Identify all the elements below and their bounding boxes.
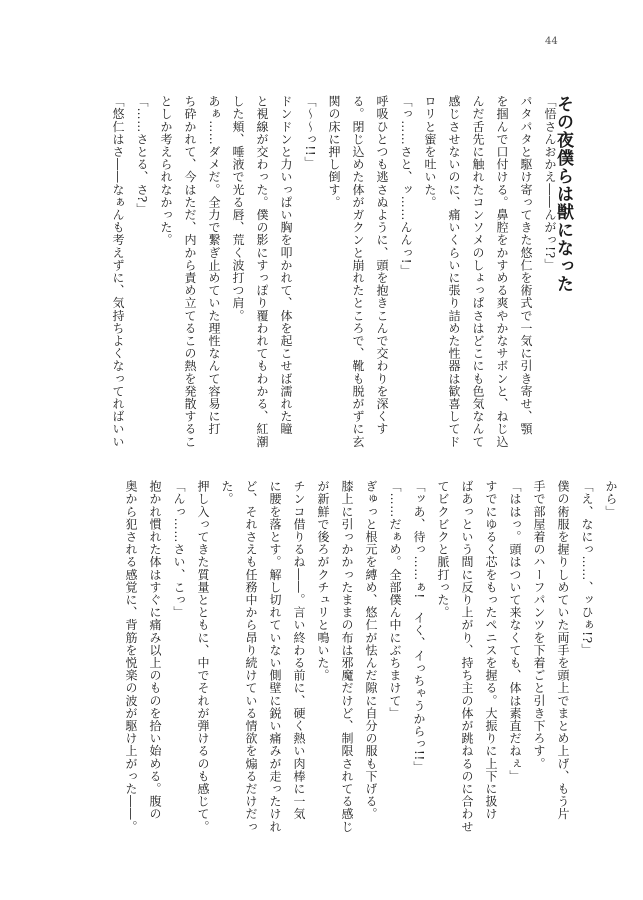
- text-line: た。: [220, 480, 234, 506]
- text-line: から」: [604, 480, 618, 518]
- lower-text-block: [119, 480, 623, 850]
- page-number: 44: [545, 36, 558, 47]
- text-line: すでにゆるく芯をもったペニスを握る。大振りに上下に扱け: [484, 480, 498, 821]
- text-line: 膝上に引っかかったままの布は邪魔だけど、制限されてる感じ: [340, 480, 354, 833]
- text-line: を掴んで口付ける。鼻腔をかすめる爽やかなサボンと、ねじ込: [495, 95, 509, 448]
- text-line: る。閉じ込めた体がガクンと崩れたところで、靴も脱がずに玄: [351, 95, 365, 448]
- text-line: 関の床に押し倒す。: [327, 95, 341, 209]
- text-line: 感じさせないのに、痛いくらいに張り詰めた性器は歓喜してド: [447, 95, 461, 448]
- text-line: 僕の術服を握りしめていた両手を頭上でまとめ上げ、もう片: [556, 480, 570, 821]
- text-line: ロリと蜜を吐いた。: [423, 95, 437, 209]
- text-line: 「……さとる、さ?」: [135, 95, 149, 216]
- text-line: 奥から犯される感覚に、背筋を悦楽の波が駆け上がった――。: [124, 480, 138, 833]
- text-line: と視線が交わった。僕の影にすっぽり覆われてもわかる、紅潮: [255, 95, 269, 448]
- upper-text-block: [106, 95, 562, 465]
- text-line: チンコ借りるね――。言い終わる前に、硬く熱い肉棒に一気: [292, 480, 306, 821]
- text-line: んだ舌先に触れたコンソメのしょっぱさはどこにも色気なんて: [471, 95, 485, 448]
- text-line: ど、それさえも任務中から昂り続けている情欲を煽るだけだっ: [244, 480, 258, 833]
- text-line: 「～～っ!!」: [303, 95, 317, 169]
- text-line: としか考えられなかった。: [159, 95, 173, 247]
- text-line: 呼吸ひとつも逃さぬように、頭を抱きこんで交わりを深くす: [375, 95, 389, 436]
- text-line: ばあっという間に反り上がり、持ち主の体が跳ねるのに合わせ: [460, 480, 474, 833]
- text-line: 「悟さんおかえ――んがっ!?」: [543, 95, 557, 272]
- text-line: ぎゅっと根元を縛め、悠仁が怯んだ隙に自分の服も下げる。: [364, 480, 378, 821]
- text-line: 手で部屋着のハーフパンツを下着ごと引き下ろす。: [532, 480, 546, 770]
- text-line: 「ははっ。頭はついて来なくても、体は素直だねぇ」: [508, 480, 522, 783]
- text-line: 押し入ってきた質量とともに、中でそれが弾けるのも感じて。: [196, 480, 210, 833]
- text-line: あぁ……ダメだ。全力で繋ぎ止めていた理性なんて容易に打: [207, 95, 221, 436]
- text-line: てビクビクと脈打った。: [436, 480, 450, 619]
- text-line: 「ッあ、待っ……ぁ! イく、イっちゃうからっ!!」: [412, 480, 426, 774]
- chapter-title: その夜僕らは獣になった: [553, 95, 573, 293]
- text-line: した頬、唾液で光る唇、荒く波打つ肩。: [231, 95, 245, 322]
- text-line: に腰を落とす。解し切れていない側壁に鋭い痛みが走ったけれ: [268, 480, 282, 833]
- text-line: 抱かれ慣れた体はすぐに痛み以上のものを拾い始める。腹の: [148, 480, 162, 821]
- text-line: ドンドンと力いっぱい胸を叩かれて、体を起こせば濡れた瞳: [279, 95, 293, 436]
- text-line: ち砕かれて、今はただ、内から責め立てるこの熱を発散するこ: [183, 95, 197, 448]
- text-line: 「んっ……さい、こっ」: [172, 480, 186, 619]
- text-line: 「っ……さと、ッ……んんっ!」: [399, 95, 413, 277]
- text-line: パタパタと駆け寄ってきた悠仁を術式で一気に引き寄せ、顎: [519, 95, 533, 436]
- text-line: 「え、なにっ……、ッひぁ!?」: [580, 480, 594, 657]
- text-line: 「悠仁はさ――なぁんも考えずに、気持ちよくなってればいい: [111, 95, 125, 448]
- text-line: 「……だぁめ。全部僕ん中にぶちまけて」: [388, 480, 402, 720]
- text-line: が新鮮で後ろがクチュリと鳴いた。: [316, 480, 330, 682]
